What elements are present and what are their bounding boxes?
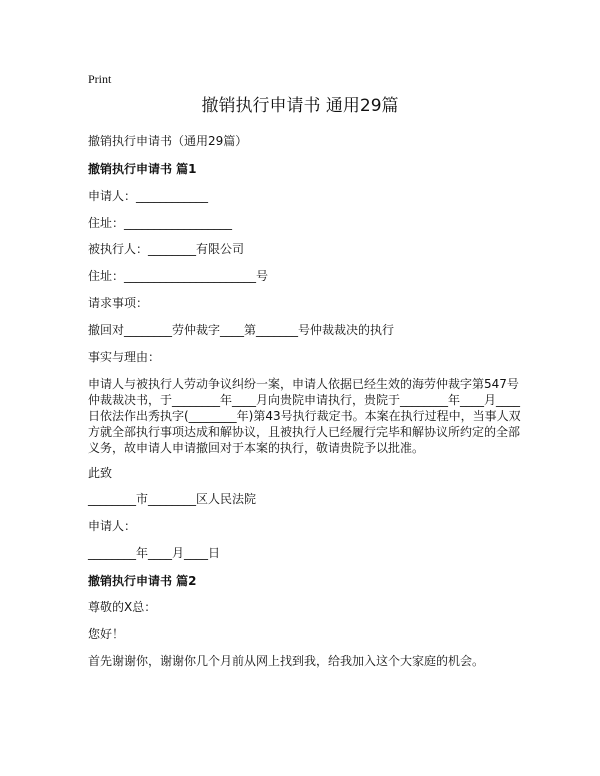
print-link[interactable]: Print [88,72,112,86]
section-1-heading: 撤销执行申请书 篇1 [88,162,197,176]
paragraph-line: 义务，故申请人申请撤回对于本案的执行，敬请贵院予以批准。 [88,441,425,455]
court-line: ________市________区人民法院 [88,492,257,506]
reasons-label: 事实与理由： [88,350,161,364]
address-line-1: 住址：__________________ [88,216,233,230]
paragraph-line: 仲裁裁决书，于________年____月向贵院申请执行，贵院于________年____月____ [88,393,521,407]
reasons-paragraph [88,376,521,456]
paragraph-line: 方就全部执行事项达成和解协议，且被执行人已经履行完毕和解协议所约定的全部 [88,425,521,439]
body-line: 首先谢谢你，谢谢你几个月前从网上找到我，给我加入这个大家庭的机会。 [88,654,485,668]
paragraph-line: 日依法作出秀执字(________年)第43号执行裁定书。本案在执行过程中，当事人双 [88,409,521,423]
greeting: 尊敬的X总： [88,600,157,614]
paragraph-line: 申请人与被执行人劳动争议纠纷一案，申请人依据已经生效的海劳仲裁字第547号 [88,377,519,391]
respondent-line: 被执行人：________有限公司 [88,242,245,256]
salutation: 此致 [88,466,113,480]
address-line-2: 住址：______________________号 [88,269,269,283]
applicant-line: 申请人：____________ [88,189,209,203]
section-2-heading: 撤销执行申请书 篇2 [88,574,197,588]
request-text: 撤回对________劳仲裁字____第_______号仲裁裁决的执行 [88,323,395,337]
request-label: 请求事项： [88,296,149,310]
hello: 您好！ [88,627,125,641]
page-title: 撤销执行申请书 通用29篇 [201,96,399,116]
subtitle: 撤销执行申请书（通用29篇） [88,134,248,148]
signature-line: 申请人： [88,519,137,533]
date-line: ________年____月____日 [88,546,221,560]
